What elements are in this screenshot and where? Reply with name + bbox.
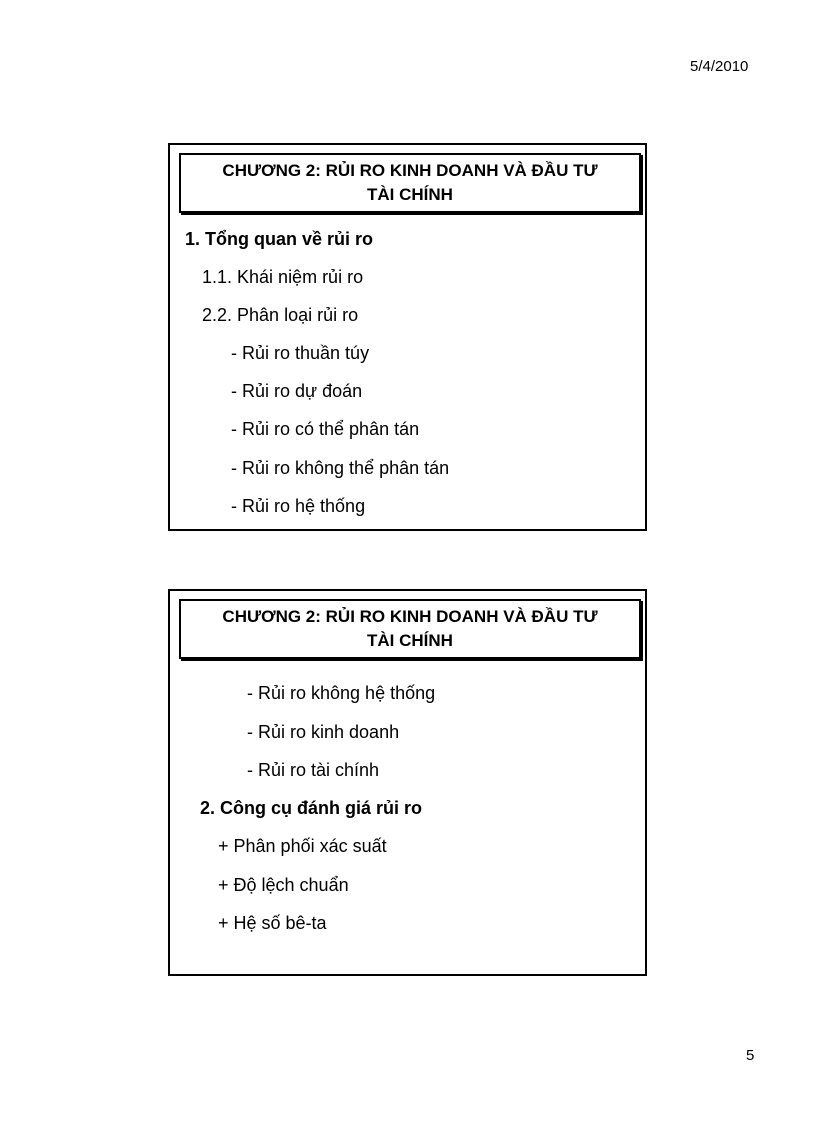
list-item: - Rủi ro kinh doanh xyxy=(247,722,400,742)
slide-title-line-2: TÀI CHÍNH xyxy=(367,631,453,650)
page-date: 5/4/2010 xyxy=(690,58,749,75)
list-item: + Hệ số bê-ta xyxy=(218,913,327,933)
list-item: + Phân phối xác suất xyxy=(218,836,387,856)
slide-1 xyxy=(168,143,647,531)
list-item: - Rủi ro có thể phân tán xyxy=(231,419,420,439)
slide-title xyxy=(179,599,641,659)
subsection-item: 2.2. Phân loại rủi ro xyxy=(202,305,359,325)
list-item: - Rủi ro không hệ thống xyxy=(247,683,436,703)
slide-title-line-2: TÀI CHÍNH xyxy=(367,185,453,204)
list-item: - Rủi ro không thể phân tán xyxy=(231,458,450,478)
slide-title xyxy=(179,153,641,213)
list-item: - Rủi ro hệ thống xyxy=(231,496,366,516)
section-heading: 1. Tổng quan về rủi ro xyxy=(185,229,374,249)
list-item: - Rủi ro dự đoán xyxy=(231,381,363,401)
slide-title-line-1: CHƯƠNG 2: RỦI RO KINH DOANH VÀ ĐẦU TƯ xyxy=(222,161,598,180)
slide-title-line-1: CHƯƠNG 2: RỦI RO KINH DOANH VÀ ĐẦU TƯ xyxy=(222,607,598,626)
subsection-item: 1.1. Khái niệm rủi ro xyxy=(202,267,364,287)
page-number: 5 xyxy=(746,1047,755,1064)
list-item: + Độ lệch chuẩn xyxy=(218,875,349,895)
list-item: - Rủi ro tài chính xyxy=(247,760,380,780)
slide-2 xyxy=(168,589,647,976)
list-item: - Rủi ro thuần túy xyxy=(231,343,370,363)
section-heading: 2. Công cụ đánh giá rủi ro xyxy=(200,798,423,818)
